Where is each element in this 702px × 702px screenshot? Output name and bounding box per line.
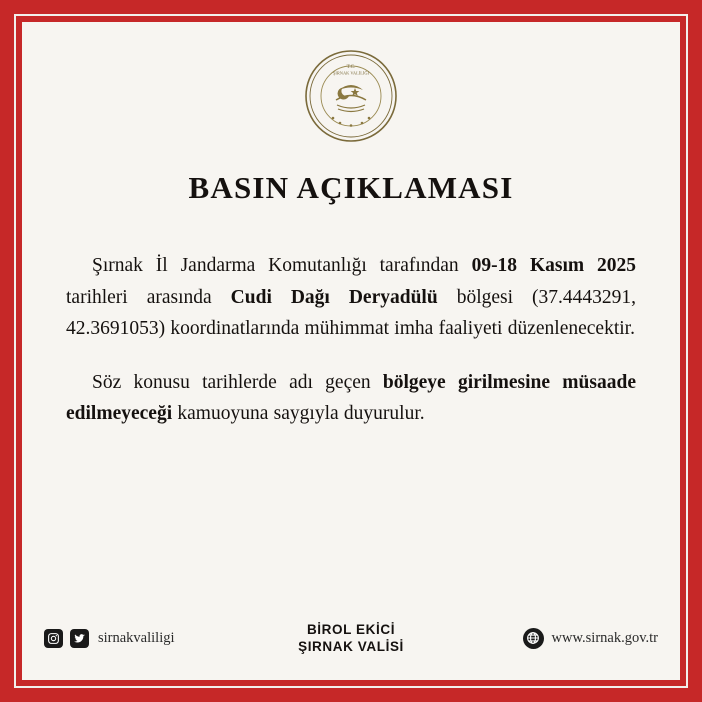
- poster-inner-border: [14, 14, 688, 688]
- website-group[interactable]: [523, 628, 658, 649]
- twitter-icon[interactable]: [70, 629, 89, 648]
- sirnak-governorship-emblem: [303, 48, 399, 144]
- instagram-icon[interactable]: [44, 629, 63, 648]
- page-title: BASIN AÇIKLAMASI: [188, 170, 514, 205]
- website-url-label: www.sirnak.gov.tr: [551, 629, 658, 646]
- paragraph-2: Söz konusu tarihlerde adı geçen bölgeye girilmesine müsaade edilmeyeceği kamuoyuna saygıyla duyurulur.: [66, 371, 636, 425]
- signature-name: BİROL EKİCİ: [306, 621, 396, 637]
- social-media-group: [44, 629, 175, 648]
- signature-role: ŞIRNAK VALİSİ: [298, 639, 404, 654]
- poster-sheet: [22, 22, 680, 680]
- svg-text:T.C.: T.C.: [346, 64, 356, 70]
- svg-text:ŞIRNAK VALİLİĞİ: ŞIRNAK VALİLİĞİ: [332, 70, 370, 76]
- paragraph-1: Şırnak İl Jandarma Komutanlığı tarafından 09-18 Kasım 2025 tarihleri arasında Cudi Dağı Deryadülü bölgesi (37.4443291, 42.3691053) koordinatlarında mühimmat imha faaliyeti düzenlenecektir.: [66, 255, 637, 340]
- poster-footer: [22, 610, 680, 666]
- social-handle-label: sirnakvaliligi: [98, 629, 175, 646]
- globe-icon: [523, 628, 544, 649]
